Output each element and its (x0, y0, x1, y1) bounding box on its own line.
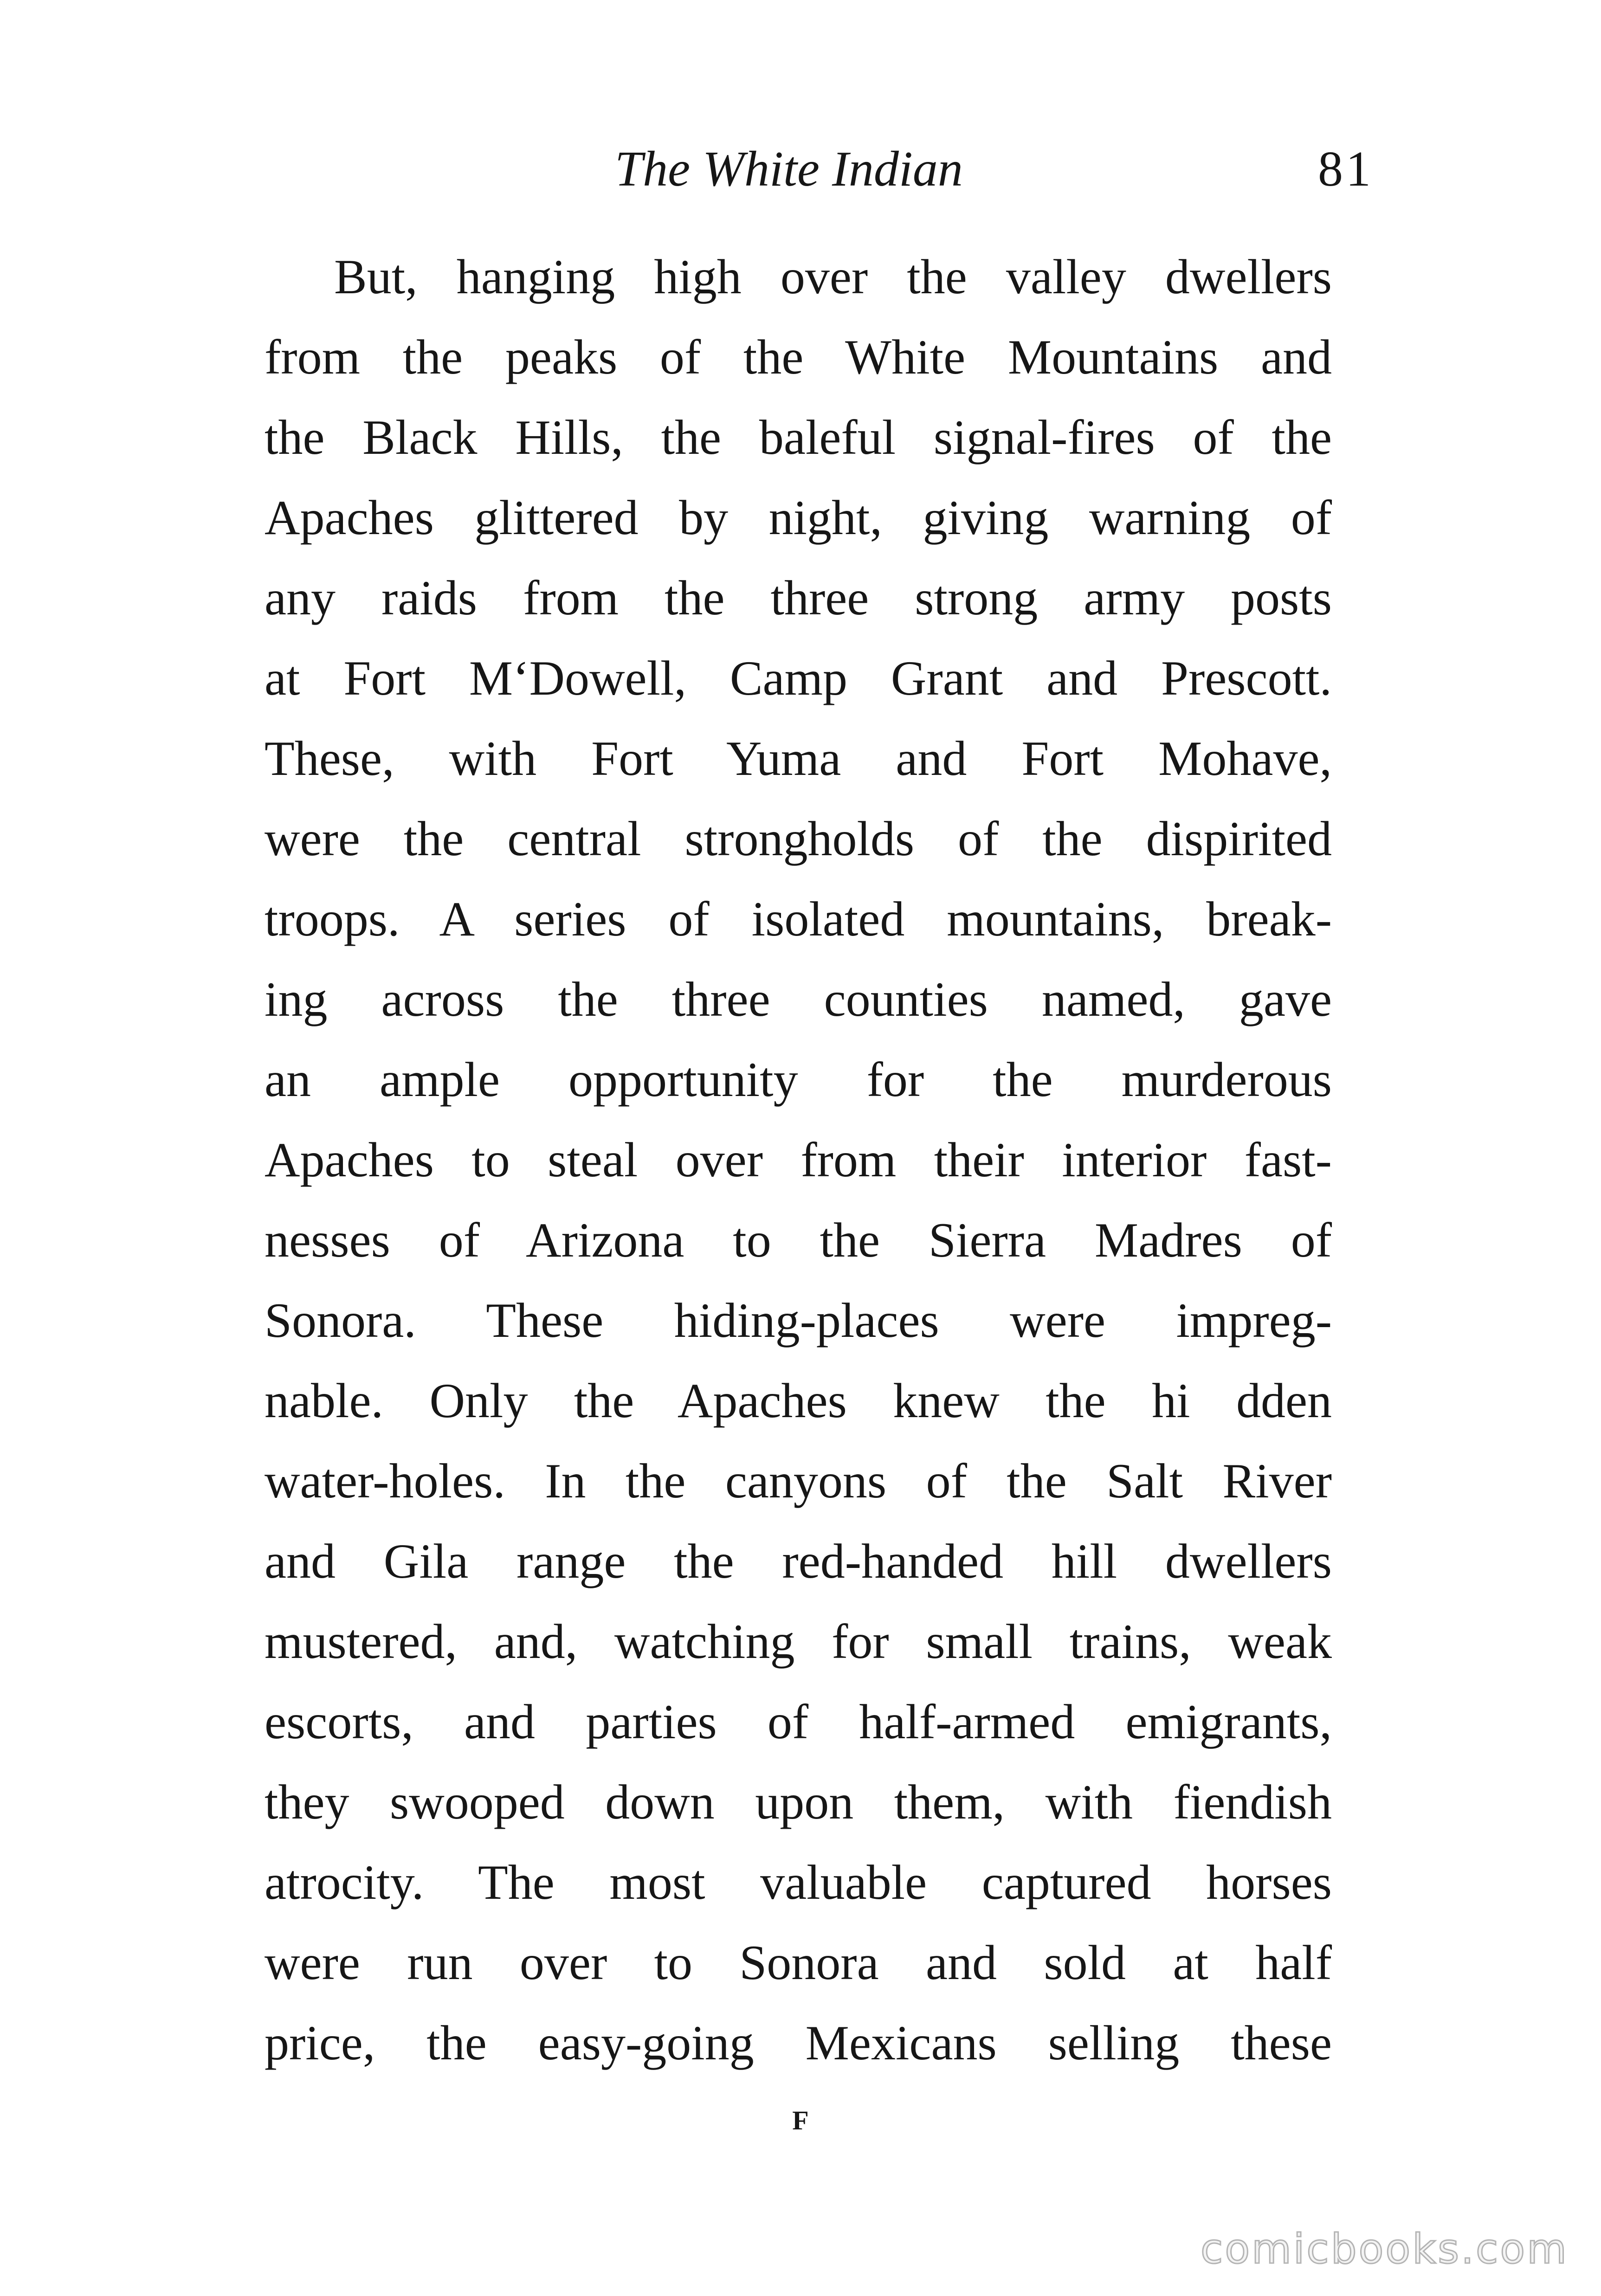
text-line: were the central strongholds of the dispirited (265, 812, 1332, 866)
text-line: at Fort M‘Dowell, Camp Grant and Prescott. (265, 651, 1332, 705)
text-line: water-holes. In the canyons of the Salt River (265, 1454, 1332, 1508)
page-number: 81 (1318, 142, 1374, 197)
text-line: and Gila range the red-handed hill dwellers (265, 1534, 1332, 1588)
text-line: escorts, and parties of half-armed emigrants, (265, 1695, 1332, 1749)
text-line: atrocity. The most valuable captured horses (265, 1855, 1332, 1909)
text-line: These, with Fort Yuma and Fort Mohave, (265, 731, 1332, 786)
text-line: mustered, and, watching for small trains, weak (265, 1614, 1332, 1669)
text-line: were run over to Sonora and sold at half (265, 1935, 1332, 1990)
text-line: troops. A series of isolated mountains, break- (265, 892, 1332, 946)
text-line: they swooped down upon them, with fiendish (265, 1775, 1332, 1829)
watermark-logo: comicbooks.com (1200, 2225, 1569, 2273)
text-line: ing across the three counties named, gave (265, 972, 1332, 1026)
text-line: nable. Only the Apaches knew the hi dden (265, 1374, 1332, 1428)
text-line: Apaches glittered by night, giving warning of (265, 490, 1332, 545)
text-line: nesses of Arizona to the Sierra Madres of (265, 1213, 1332, 1267)
body-text (265, 237, 1332, 2083)
text-line: any raids from the three strong army posts (265, 571, 1332, 625)
running-title: The White Indian (615, 142, 963, 197)
text-line: an ample opportunity for the murderous (265, 1052, 1332, 1107)
text-line: the Black Hills, the baleful signal-fires of the (265, 410, 1332, 464)
text-line: from the peaks of the White Mountains and (265, 330, 1332, 384)
text-line: But, hanging high over the valley dwellers (334, 250, 1332, 304)
signature-mark: F (792, 2105, 809, 2135)
text-line: price, the easy-going Mexicans selling these (265, 2016, 1332, 2070)
text-line: Sonora. These hiding-places were impreg- (265, 1293, 1332, 1348)
text-line: Apaches to steal over from their interior fast- (265, 1133, 1332, 1187)
